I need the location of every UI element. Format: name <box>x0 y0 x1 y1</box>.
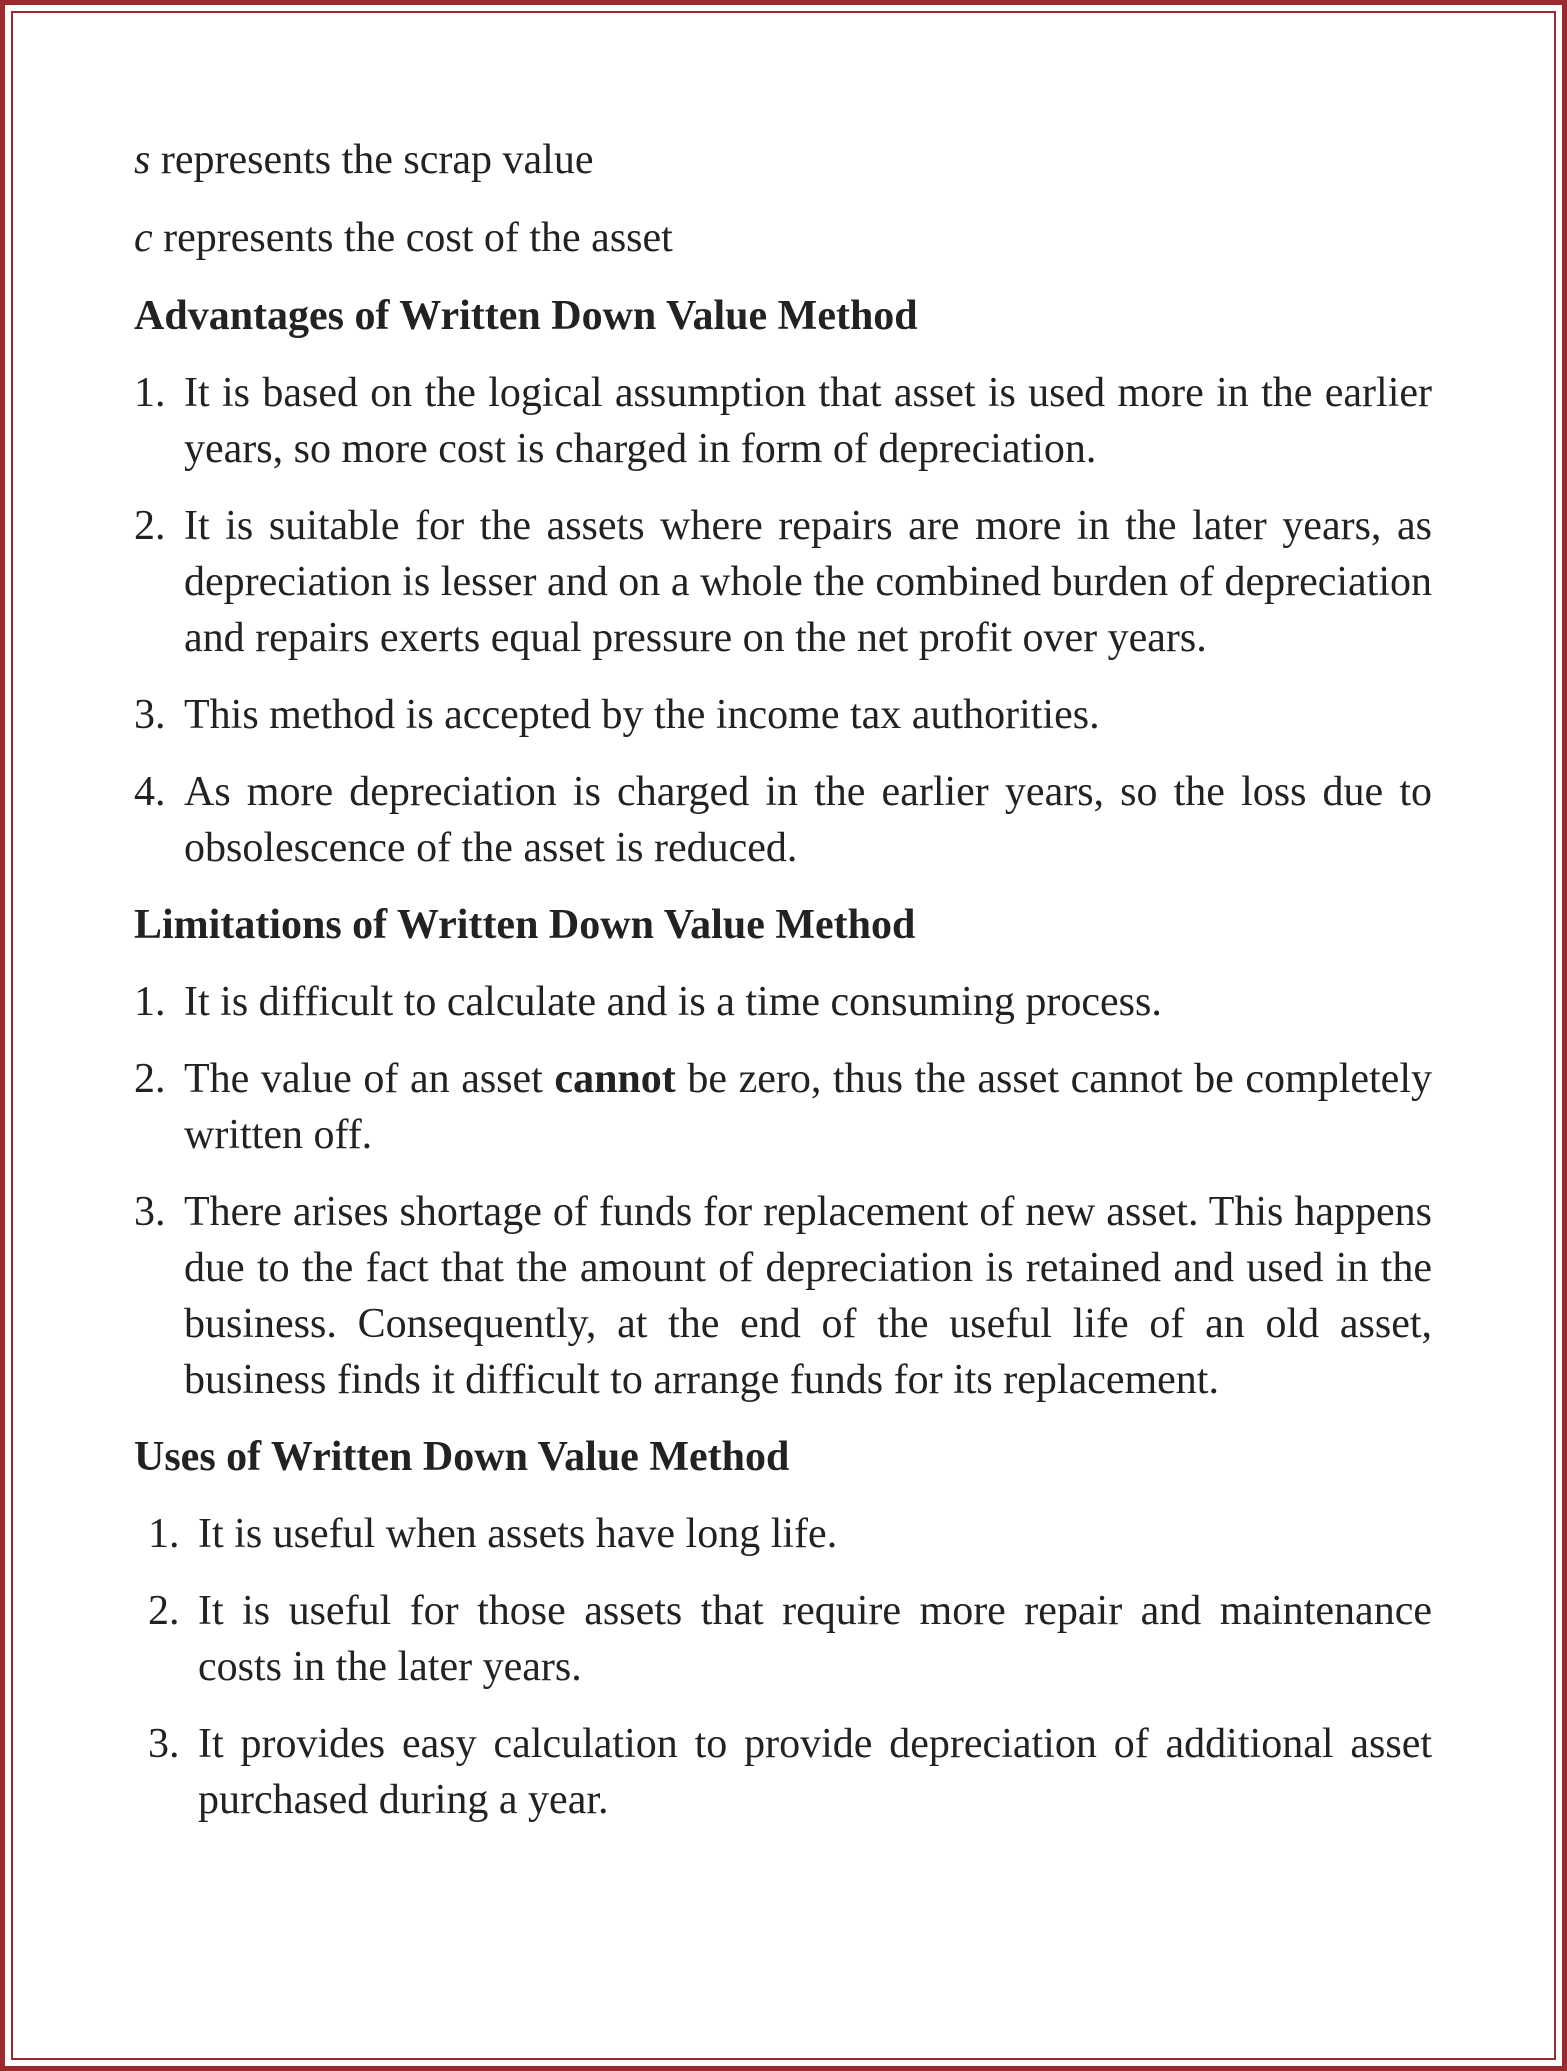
item-number: 2. <box>148 1588 180 1634</box>
list-item <box>134 1716 1432 1828</box>
item-number: 3. <box>134 1189 166 1235</box>
uses-list <box>134 1506 1432 1828</box>
item-text-after: be zero, thus the asset cannot be completely written off. <box>184 1056 1432 1158</box>
item-text: It is useful when assets have long life. <box>198 1511 838 1557</box>
item-text: It provides easy calculation to provide depreciation of additional asset purchased during a year. <box>198 1721 1432 1823</box>
variable-s: s <box>134 137 151 183</box>
definition-text: represents the scrap value <box>150 137 594 183</box>
item-number: 3. <box>148 1721 180 1767</box>
list-item <box>134 1184 1432 1408</box>
list-item <box>134 498 1432 666</box>
item-text: This method is accepted by the income tax authorities. <box>184 692 1100 738</box>
advantages-heading: Advantages of Written Down Value Method <box>134 293 918 339</box>
item-number: 2. <box>134 1056 166 1102</box>
variable-c: c <box>134 215 153 261</box>
item-number: 1. <box>134 979 166 1025</box>
item-number: 2. <box>134 503 166 549</box>
item-number: 4. <box>134 769 166 815</box>
advantages-list <box>134 365 1432 876</box>
item-text-before: The value of an asset <box>184 1056 555 1102</box>
item-number: 1. <box>134 370 166 416</box>
list-item <box>134 1506 1432 1562</box>
definition-cost <box>134 210 1432 266</box>
list-item <box>134 1583 1432 1695</box>
list-item <box>134 764 1432 876</box>
list-item <box>134 687 1432 743</box>
definition-scrap-value <box>134 132 1432 188</box>
item-text: It is difficult to calculate and is a time consuming process. <box>184 979 1162 1025</box>
list-item <box>134 974 1432 1030</box>
item-text: There arises shortage of funds for replacement of new asset. This happens due to the fact that the amount of depreciation is retained and used in the business. Consequently, at the end of the useful life of an old asset, business finds it difficult to arrange funds for its replacement. <box>184 1189 1432 1403</box>
page-content <box>134 132 1432 1849</box>
item-number: 1. <box>148 1511 180 1557</box>
item-number: 3. <box>134 692 166 738</box>
emphasis-cannot: cannot <box>554 1056 676 1102</box>
item-text: It is useful for those assets that require more repair and maintenance costs in the later years. <box>198 1588 1432 1690</box>
limitations-list <box>134 974 1432 1408</box>
uses-heading: Uses of Written Down Value Method <box>134 1434 790 1480</box>
list-item <box>134 365 1432 477</box>
definition-text: represents the cost of the asset <box>152 215 673 261</box>
item-text: As more depreciation is charged in the earlier years, so the loss due to obsolescence of the asset is reduced. <box>184 769 1432 871</box>
item-text: It is based on the logical assumption that asset is used more in the earlier years, so more cost is charged in form of depreciation. <box>184 370 1432 472</box>
limitations-heading: Limitations of Written Down Value Method <box>134 902 916 948</box>
item-text: It is suitable for the assets where repairs are more in the later years, as depreciation is lesser and on a whole the combined burden of depreciation and repairs exerts equal pressure on the net profit over years. <box>184 503 1432 661</box>
list-item <box>134 1051 1432 1163</box>
